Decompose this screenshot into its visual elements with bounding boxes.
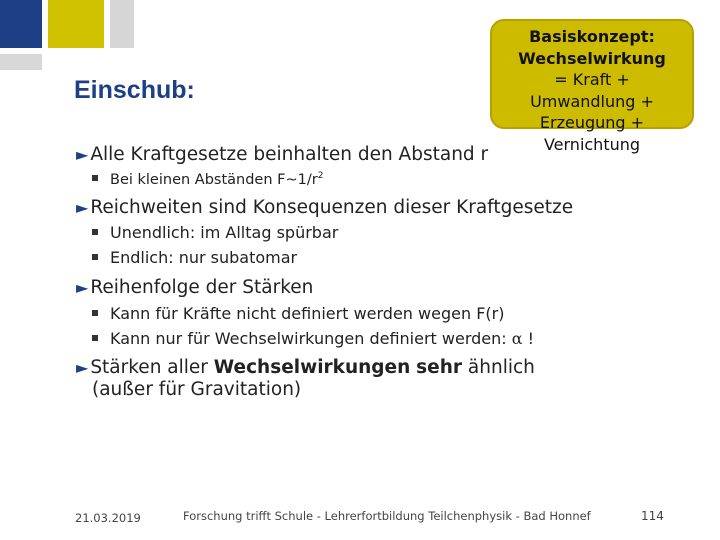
callout-text	[490, 26, 694, 155]
callout-title-2: Wechselwirkung	[518, 48, 666, 68]
bullet-2	[76, 197, 573, 218]
footer-text: Forschung trifft Schule - Lehrerfortbildung Teilchenphysik - Bad Honnef	[183, 509, 591, 523]
callout-title-1: Basiskonzept:	[529, 27, 655, 46]
bullet-3-sub-1	[92, 304, 504, 323]
bullet-3-text: Reihenfolge der Stärken	[90, 277, 314, 298]
alpha-symbol: α	[511, 329, 523, 348]
bullet-arrow-icon: ►	[76, 358, 89, 377]
sub-text: Kann für Kräfte nicht definiert werden wegen F(r)	[110, 304, 505, 323]
bullet-4-bold-1: Wechselwirkungen	[213, 357, 411, 378]
bullet-arrow-icon: ►	[76, 278, 89, 297]
sub-bullet-icon	[92, 175, 98, 181]
bullet-3-sub-2	[92, 329, 534, 348]
bullet-2-text: Reichweiten sind Konsequenzen dieser Kraftgesetze	[90, 197, 574, 218]
page-number: 114	[641, 509, 664, 523]
bullet-1-text: Alle Kraftgesetze beinhalten den Abstand r	[90, 144, 489, 165]
slide-heading: Einschub:	[74, 76, 195, 104]
bullet-4-text-2: ähnlich	[462, 357, 535, 378]
bullet-4-bold-2: sehr	[416, 357, 463, 378]
sub-bullet-icon	[92, 310, 98, 316]
bullet-arrow-icon: ►	[76, 198, 89, 217]
bullet-1	[76, 144, 488, 165]
callout-line-6: Vernichtung	[543, 134, 641, 154]
bullet-2-sub-1	[92, 223, 338, 242]
bullet-3	[76, 277, 313, 298]
callout-line-5: Erzeugung +	[539, 113, 645, 132]
bullet-2-sub-2	[92, 248, 297, 267]
sub-bullet-icon	[92, 254, 98, 260]
logo-block-gray-small	[0, 54, 42, 70]
sub-text: Endlich: nur subatomar	[110, 248, 298, 267]
sub-text: Unendlich: im Alltag spürbar	[110, 223, 339, 242]
bullet-4-text-1: Stärken aller	[90, 357, 214, 378]
bullet-arrow-icon: ►	[76, 145, 89, 164]
bullet-1-sub-1	[92, 171, 323, 188]
sub-text: Kann nur für Wechselwirkungen definiert werden:	[110, 329, 512, 348]
sub-text-end: !	[522, 329, 535, 348]
logo-block-yellow	[48, 0, 104, 48]
logo-block-blue	[0, 0, 42, 48]
superscript: 2	[317, 171, 324, 181]
bullet-4-line-2: (außer für Gravitation)	[92, 379, 302, 400]
sub-text: Bei kleinen Abständen F~1/r	[110, 171, 318, 188]
sub-bullet-icon	[92, 335, 98, 341]
logo-block-gray	[110, 0, 134, 48]
callout-line-4: Umwandlung +	[530, 91, 654, 111]
callout-line-3: = Kraft +	[554, 70, 630, 89]
sub-bullet-icon	[92, 229, 98, 235]
bullet-4	[76, 357, 535, 378]
footer-date: 21.03.2019	[75, 511, 141, 525]
